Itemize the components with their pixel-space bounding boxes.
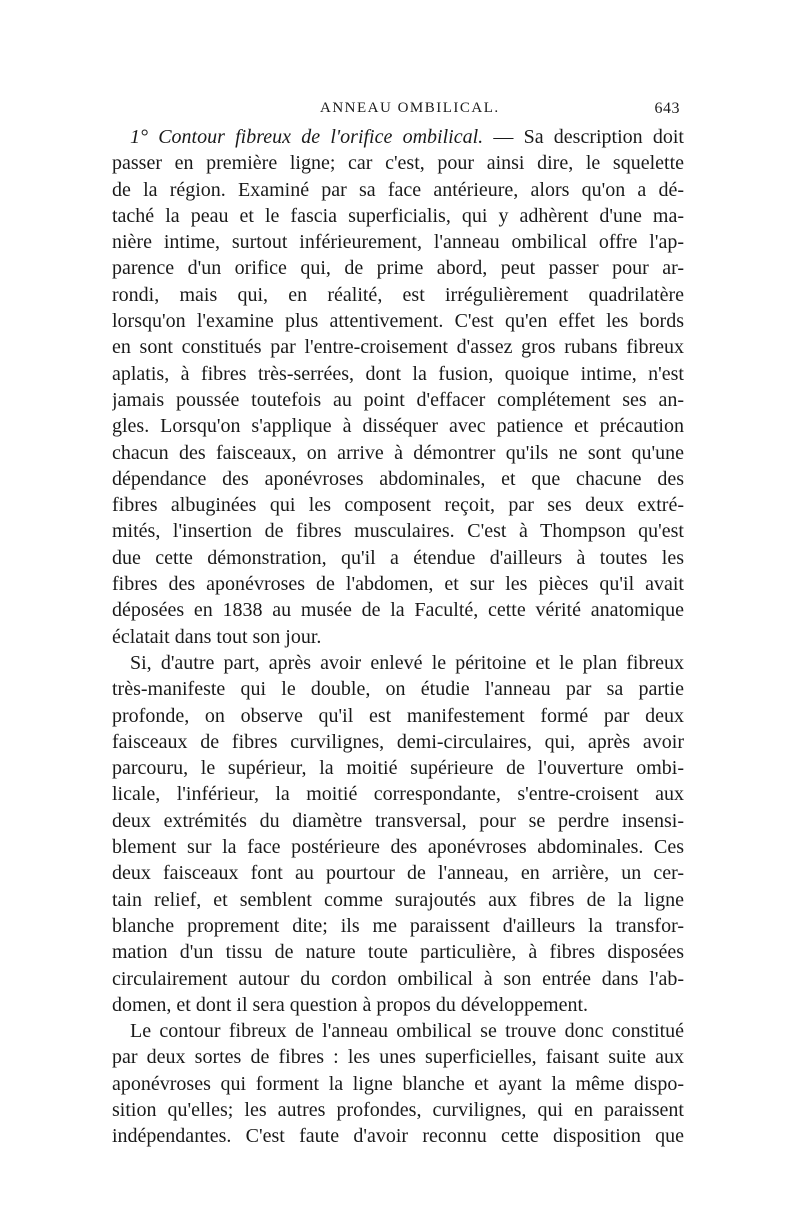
book-page: [112, 92, 684, 1182]
paragraph-2-line: Si, d'autre part, après avoir enlevé le péritoine et le plan fibreux: [130, 651, 684, 674]
running-head: [112, 92, 684, 122]
paragraph-1-line: fibres albuginées qui les composent reçoit, par ses deux extré-: [112, 494, 684, 517]
body-text: [112, 124, 684, 1150]
paragraph-2-line: circulairement autour du cordon ombilical à son entrée dans l'ab-: [112, 967, 684, 990]
paragraph-2-line: domen, et dont il sera question à propos du développement.: [112, 993, 589, 1016]
paragraph-2-line: parcouru, le supérieur, la moitié supérieure de l'ouverture ombi-: [112, 757, 684, 780]
paragraph-1-line: mités, l'insertion de fibres musculaires. C'est à Thompson qu'est: [112, 520, 684, 543]
paragraph-1-line: nière intime, surtout inférieurement, l'anneau ombilical offre l'ap-: [112, 231, 684, 254]
running-title: ANNEAU OMBILICAL.: [320, 100, 500, 116]
paragraph-1-line: lorsqu'on l'examine plus attentivement. C'est qu'en effet les bords: [112, 310, 684, 333]
paragraph-1-line: chacun des faisceaux, on arrive à démontrer qu'ils ne sont qu'une: [112, 441, 684, 464]
paragraph-1-line: fibres des aponévroses de l'abdomen, et sur les pièces qu'il avait: [112, 573, 684, 596]
paragraph-1-line: due cette démonstration, qu'il a étendue d'ailleurs à toutes les: [112, 546, 684, 569]
paragraph-2-line: blanche proprement dite; ils me paraissent d'ailleurs la transfor-: [112, 914, 684, 937]
paragraph-1-line: rondi, mais qui, en réalité, est irrégulièrement quadrilatère: [112, 283, 684, 306]
paragraph-1-line: jamais poussée toutefois au point d'effacer complétement ses an-: [112, 388, 684, 411]
paragraph-2-line: profonde, on observe qu'il est manifestement formé par deux: [112, 704, 684, 727]
page-number: 643: [654, 100, 680, 117]
paragraph-1-line: dépendance des aponévroses abdominales, et que chacune des: [112, 467, 684, 490]
paragraph-1-line: 1° Contour fibreux de l'orifice ombilical. — Sa description doit: [130, 126, 684, 148]
paragraph-3-line: indépendantes. C'est faute d'avoir reconnu cette disposition que: [112, 1125, 684, 1148]
paragraph-1-line: parence d'un orifice qui, de prime abord, peut passer pour ar-: [112, 257, 684, 280]
paragraph-1-line: de la région. Examiné par sa face antérieure, alors qu'on a dé-: [112, 178, 684, 201]
paragraph-2-line: blement sur la face postérieure des aponévroses abdominales. Ces: [112, 836, 684, 859]
paragraph-2-line: très-manifeste qui le double, on étudie l'anneau par sa partie: [112, 678, 684, 701]
paragraph-1-line: en sont constitués par l'entre-croisement d'assez gros rubans fibreux: [112, 336, 684, 359]
paragraph-1-line: taché la peau et le fascia superficialis, qui y adhèrent d'une ma-: [112, 204, 684, 227]
paragraph-2-line: mation d'un tissu de nature toute particulière, à fibres disposées: [112, 941, 684, 964]
paragraph-3-line: aponévroses qui forment la ligne blanche et ayant la même dispo-: [112, 1072, 684, 1095]
section-heading: 1° Contour fibreux de l'orifice ombilical.: [130, 126, 484, 148]
paragraph-3-line: sition qu'elles; les autres profondes, curvilignes, qui en paraissent: [112, 1098, 684, 1121]
paragraph-1-line: éclatait dans tout son jour.: [112, 625, 322, 648]
paragraph-1-line: aplatis, à fibres très-serrées, dont la fusion, quoique intime, n'est: [112, 362, 684, 385]
paragraph-2-line: licale, l'inférieur, la moitié correspondante, s'entre-croisent aux: [112, 783, 684, 806]
paragraph-3-line: Le contour fibreux de l'anneau ombilical se trouve donc constitué: [130, 1020, 684, 1043]
paragraph-2-line: deux extrémités du diamètre transversal, pour se perdre insensi-: [112, 809, 684, 832]
paragraph-1-line: gles. Lorsqu'on s'applique à disséquer avec patience et précaution: [112, 415, 684, 438]
paragraph-1-line: passer en première ligne; car c'est, pour ainsi dire, le squelette: [112, 152, 684, 175]
paragraph-3-line: par deux sortes de fibres : les unes superficielles, faisant suite aux: [112, 1046, 684, 1069]
paragraph-2-line: faisceaux de fibres curvilignes, demi-circulaires, qui, après avoir: [112, 730, 684, 753]
paragraph-2-line: tain relief, et semblent comme surajoutés aux fibres de la ligne: [112, 888, 684, 911]
paragraph-2-line: deux faisceaux font au pourtour de l'anneau, en arrière, un cer-: [112, 862, 684, 885]
paragraph-1-line: déposées en 1838 au musée de la Faculté, cette vérité anatomique: [112, 599, 684, 622]
